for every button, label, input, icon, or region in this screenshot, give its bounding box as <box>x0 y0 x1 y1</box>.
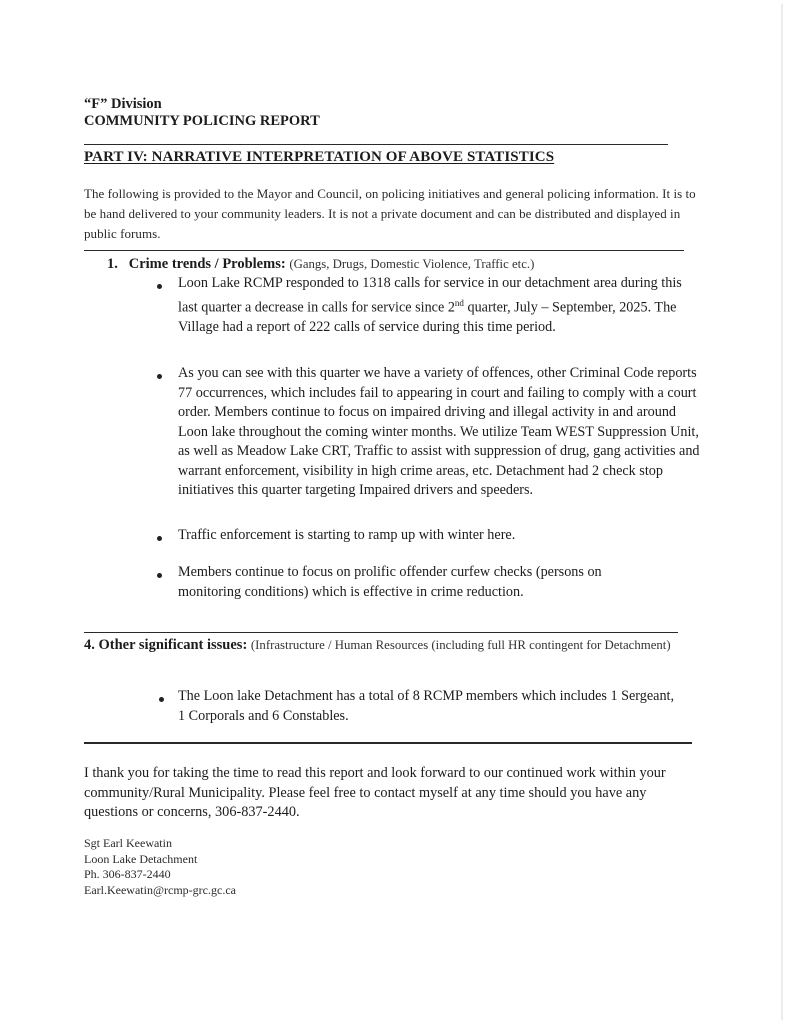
section-subtitle: (Gangs, Drugs, Domestic Violence, Traffic etc.) <box>289 257 535 271</box>
signatory-phone: Ph. 306-837-2440 <box>84 867 171 881</box>
list-item-text: Loon Lake RCMP responded to 1318 calls for service in our detachment area during this last quarter a decrease in calls for service since 2 <box>178 275 682 316</box>
bullet-icon <box>157 536 162 541</box>
section-crime-trends-heading <box>107 256 534 273</box>
divider <box>84 742 692 744</box>
page-edge-shadow <box>781 4 783 1020</box>
section-title: Crime trends / Problems: <box>128 256 286 272</box>
bullet-icon <box>159 697 164 702</box>
division-label: “F” Division <box>84 96 162 112</box>
signature-block <box>84 836 236 898</box>
section-subtitle: (Infrastructure / Human Resources (including full HR contingent for Detachment) <box>250 638 671 652</box>
section-other-issues-heading <box>84 636 684 654</box>
bullet-icon <box>157 284 162 289</box>
signatory-detachment: Loon Lake Detachment <box>84 851 198 866</box>
list-item: The Loon lake Detachment has a total of 8 RCMP members which includes 1 Sergeant, 1 Corporals and 6 Constables. <box>178 688 675 724</box>
section-title: 4. Other significant issues: <box>84 637 248 653</box>
intro-paragraph: The following is provided to the Mayor and Council, on policing initiatives and general policing information. It is to be hand delivered to your community leaders. It is not a private document and can be distributed and displayed in public forums. <box>84 186 696 241</box>
part-heading: PART IV: NARRATIVE INTERPRETATION OF ABOVE STATISTICS <box>84 149 555 165</box>
list-item: Traffic enforcement is starting to ramp up with winter here. <box>178 527 516 543</box>
list-item: As you can see with this quarter we have a variety of offences, other Criminal Code reports 77 occurrences, which includes fail to appearing in court and failing to comply with a court order. Members continue to focus on impaired driving and illegal activity in and around Loon lake throughout the coming winter months. We utilize Team WEST Suppression Unit, as well as Meadow Lake CRT, Traffic to assist with suppression of drug, gang activities and warrant enforcement, visibility in high crime areas, etc. Detachment had 2 check stop initiatives this quarter targeting Impaired drivers and speeders. <box>178 365 700 498</box>
divider <box>84 632 678 633</box>
bullet-icon <box>157 374 162 379</box>
report-title: COMMUNITY POLICING REPORT <box>84 113 320 129</box>
list-item <box>178 274 698 337</box>
list-item: Members continue to focus on prolific offender curfew checks (persons on monitoring conditions) which is effective in crime reduction. <box>178 564 602 600</box>
section-number: 1. <box>107 256 118 272</box>
divider <box>84 250 684 251</box>
closing-paragraph: I thank you for taking the time to read this report and look forward to our continued work within your community/Rural Municipality. Please feel free to contact myself at any time should you have any questions or concerns, 306-837-2440. <box>84 765 666 820</box>
bullet-icon <box>157 573 162 578</box>
signatory-email: Earl.Keewatin@rcmp-grc.gc.ca <box>84 882 236 897</box>
signatory-name: Sgt Earl Keewatin <box>84 836 172 850</box>
ordinal-suffix: nd <box>454 297 464 308</box>
list-item-text: quarter, July – September, 2025. The Village had a report of 222 calls of service during this time period. <box>178 299 677 335</box>
divider <box>84 144 668 145</box>
